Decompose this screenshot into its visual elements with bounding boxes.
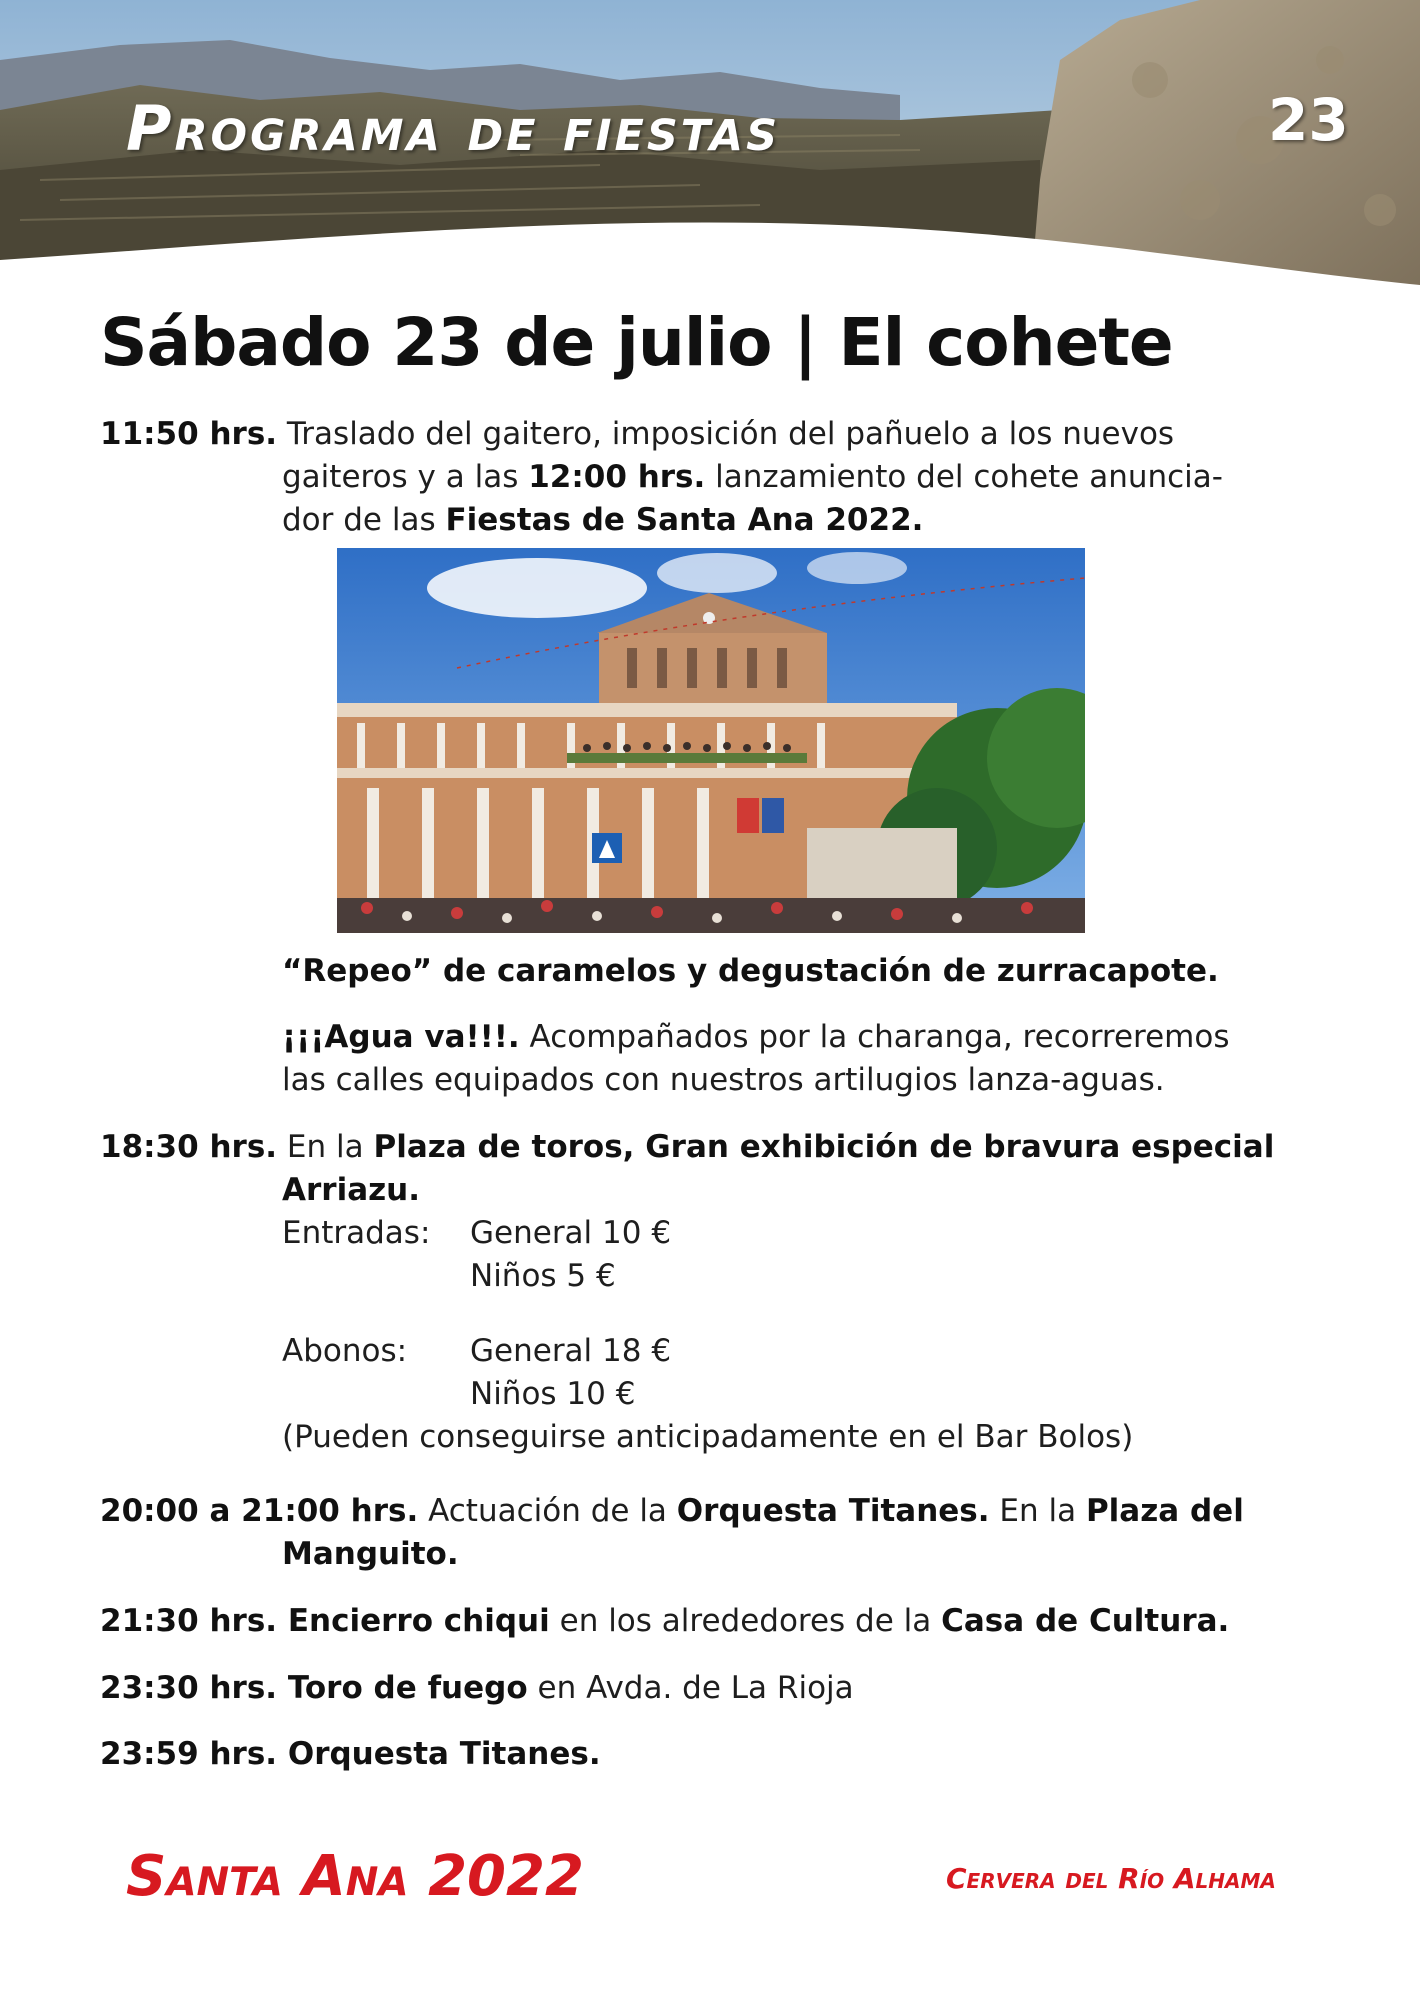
footer-festival-name: Santa Ana 2022	[126, 1844, 584, 1909]
event-time: 18:30 hrs.	[100, 1129, 278, 1165]
event-line	[100, 1126, 1360, 1169]
event-line: Manguito.	[282, 1536, 459, 1572]
footer-town-name: Cervera del Río Alhama	[946, 1862, 1276, 1895]
event-line	[100, 499, 1350, 542]
passes-general	[100, 1330, 1360, 1373]
event-text: dor de las	[282, 502, 446, 538]
event-1830	[100, 1126, 1360, 1459]
event-text: En la	[277, 1129, 374, 1165]
event-line	[282, 1016, 1362, 1059]
header-banner	[0, 0, 1420, 300]
event-highlight: ¡¡¡Agua va!!!.	[282, 1019, 520, 1055]
event-text: en Avda. de La Rioja	[527, 1670, 854, 1706]
passes-price: General 18 €	[470, 1333, 672, 1369]
passes-label: Abonos:	[282, 1333, 408, 1369]
event-highlight: Encierro chiqui	[277, 1603, 550, 1639]
passes-kids	[100, 1373, 1360, 1416]
event-agua-va	[282, 1016, 1362, 1102]
event-2130	[100, 1600, 1229, 1643]
event-time: 20:00 a 21:00 hrs.	[100, 1493, 419, 1529]
event-line	[100, 1490, 1370, 1533]
event-highlight: Plaza del	[1085, 1493, 1244, 1529]
event-1150	[100, 413, 1350, 542]
event-highlight: Orquesta Titanes.	[277, 1736, 601, 1772]
event-text: Acompañados por la charanga, recorreremos	[519, 1019, 1230, 1055]
event-highlight: Fiestas de Santa Ana 2022.	[445, 502, 924, 538]
event-text: en los alrededores de la	[549, 1603, 942, 1639]
event-time-inline: 12:00 hrs.	[528, 459, 706, 495]
event-line	[100, 413, 1350, 456]
tickets-price: General 10 €	[470, 1215, 672, 1251]
event-time: 21:30 hrs.	[100, 1603, 278, 1639]
event-repeo: “Repeo” de caramelos y degustación de zurracapote.	[282, 953, 1219, 989]
tickets-label: Entradas:	[282, 1215, 431, 1251]
tickets-kids	[100, 1255, 1360, 1298]
event-text: Actuación de la	[418, 1493, 677, 1529]
event-2000	[100, 1490, 1370, 1576]
event-text: En la	[989, 1493, 1086, 1529]
event-highlight: Toro de fuego	[277, 1670, 528, 1706]
page-number: 23	[1268, 86, 1349, 154]
event-time: 23:59 hrs.	[100, 1736, 278, 1772]
passes-price: Niños 10 €	[470, 1376, 636, 1412]
tickets-note: (Pueden conseguirse anticipadamente en el Bar Bolos)	[282, 1419, 1134, 1455]
event-highlight: Orquesta Titanes.	[676, 1493, 990, 1529]
event-text: Traslado del gaitero, imposición del pañuelo a los nuevos	[286, 416, 1175, 452]
event-time: 11:50 hrs.	[100, 416, 278, 452]
event-text: gaiteros y a las	[282, 459, 529, 495]
event-highlight: Casa de Cultura.	[941, 1603, 1230, 1639]
section-title: Programa de fiestas	[126, 92, 781, 165]
event-line	[100, 456, 1350, 499]
event-2330	[100, 1667, 854, 1710]
page-title: Sábado 23 de julio | El cohete	[100, 304, 1173, 381]
event-text: lanzamiento del cohete anuncia-	[705, 459, 1223, 495]
tickets-price: Niños 5 €	[470, 1258, 616, 1294]
event-2359	[100, 1733, 601, 1776]
tickets-general	[100, 1212, 1360, 1255]
event-highlight: Plaza de toros, Gran exhibición de bravura especial	[373, 1129, 1275, 1165]
event-time: 23:30 hrs.	[100, 1670, 278, 1706]
town-hall-photo	[337, 548, 1085, 933]
event-line: Arriazu.	[282, 1172, 421, 1208]
event-line: las calles equipados con nuestros artilugios lanza-aguas.	[282, 1062, 1165, 1098]
